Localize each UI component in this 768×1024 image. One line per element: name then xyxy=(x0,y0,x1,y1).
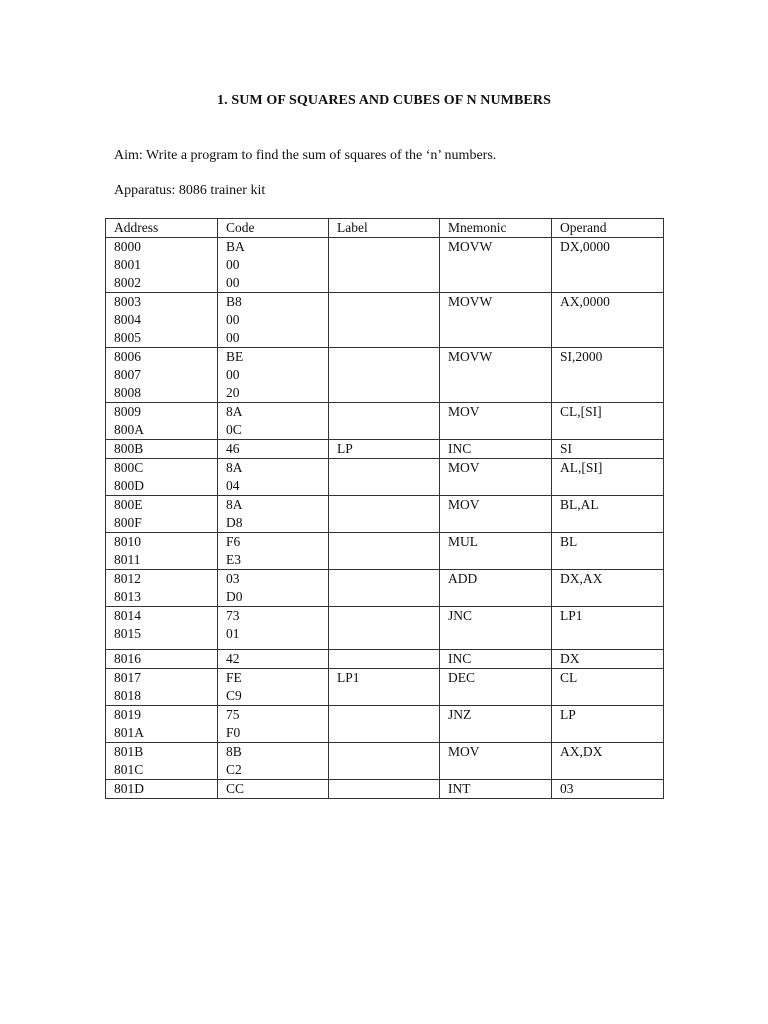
address-value: 800E xyxy=(114,497,143,512)
table-row xyxy=(106,293,664,348)
address-value: 800C xyxy=(114,460,144,475)
label-value xyxy=(337,293,439,311)
operand-value: LP xyxy=(560,707,576,722)
table-row xyxy=(106,533,664,570)
operand-value: SI xyxy=(560,441,573,456)
operand-value: LP1 xyxy=(560,608,583,623)
operand-cell xyxy=(552,743,664,780)
code-value: 00 xyxy=(226,257,240,272)
program-table xyxy=(105,218,664,799)
code-value: 8A xyxy=(226,460,243,475)
table-row xyxy=(106,669,664,706)
code-value: B8 xyxy=(226,294,242,309)
operand-value: CL xyxy=(560,670,578,685)
code-value: 0C xyxy=(226,422,242,437)
mnemonic-cell xyxy=(440,650,552,669)
code-value: 20 xyxy=(226,385,240,400)
code-cell xyxy=(218,440,329,459)
mnemonic-value: MOV xyxy=(448,497,480,512)
operand-cell xyxy=(552,706,664,743)
table-row xyxy=(106,743,664,780)
address-value: 8013 xyxy=(114,589,141,604)
table-row xyxy=(106,440,664,459)
label-value xyxy=(337,238,439,256)
operand-cell xyxy=(552,496,664,533)
address-cell xyxy=(106,440,218,459)
operand-value: BL xyxy=(560,534,578,549)
operand-cell xyxy=(552,459,664,496)
code-cell xyxy=(218,650,329,669)
code-value: D0 xyxy=(226,589,243,604)
aim-text: Aim: Write a program to find the sum of squares of the ‘n’ numbers. xyxy=(114,148,497,163)
mnemonic-value: MUL xyxy=(448,534,478,549)
operand-cell xyxy=(552,293,664,348)
mnemonic-cell xyxy=(440,570,552,607)
mnemonic-value: INC xyxy=(448,441,472,456)
code-value: C2 xyxy=(226,762,242,777)
code-value: BE xyxy=(226,349,244,364)
code-value: 00 xyxy=(226,275,240,290)
mnemonic-value: INT xyxy=(448,781,471,796)
label-cell xyxy=(329,743,440,780)
mnemonic-value: MOVW xyxy=(448,294,493,309)
operand-value: DX,0000 xyxy=(560,239,610,254)
mnemonic-value: MOV xyxy=(448,460,480,475)
code-value: BA xyxy=(226,239,245,254)
address-value: 800F xyxy=(114,515,142,530)
label-cell xyxy=(329,459,440,496)
code-value: E3 xyxy=(226,552,241,567)
table-row xyxy=(106,459,664,496)
label-cell xyxy=(329,403,440,440)
mnemonic-value: DEC xyxy=(448,670,475,685)
address-value: 801D xyxy=(114,781,144,796)
code-value: F6 xyxy=(226,534,241,549)
label-cell xyxy=(329,496,440,533)
code-value: FE xyxy=(226,670,242,685)
label-value xyxy=(337,348,439,366)
mnemonic-cell xyxy=(440,403,552,440)
label-cell xyxy=(329,650,440,669)
code-value: D8 xyxy=(226,515,243,530)
table-body xyxy=(106,238,664,799)
code-cell xyxy=(218,706,329,743)
address-value: 8011 xyxy=(114,552,141,567)
header-address: Address xyxy=(106,219,218,238)
address-cell xyxy=(106,533,218,570)
code-cell xyxy=(218,743,329,780)
operand-cell xyxy=(552,533,664,570)
label-value xyxy=(337,780,439,798)
operand-value: AL,[SI] xyxy=(560,460,603,475)
operand-cell xyxy=(552,348,664,403)
header-mnemonic: Mnemonic xyxy=(440,219,552,238)
label-cell xyxy=(329,570,440,607)
code-value: 75 xyxy=(226,707,240,722)
code-cell xyxy=(218,607,329,650)
address-value: 8003 xyxy=(114,294,141,309)
address-value: 8015 xyxy=(114,626,141,641)
address-value: 801A xyxy=(114,725,144,740)
code-cell xyxy=(218,459,329,496)
code-value: 8A xyxy=(226,497,243,512)
label-value xyxy=(337,607,439,625)
code-value: 03 xyxy=(226,571,240,586)
table-row xyxy=(106,607,664,650)
code-cell xyxy=(218,348,329,403)
code-value: CC xyxy=(226,781,245,796)
label-value xyxy=(337,650,439,668)
code-cell xyxy=(218,496,329,533)
address-cell xyxy=(106,459,218,496)
operand-cell xyxy=(552,570,664,607)
code-cell xyxy=(218,780,329,799)
address-value: 8010 xyxy=(114,534,141,549)
operand-cell xyxy=(552,669,664,706)
mnemonic-cell xyxy=(440,459,552,496)
operand-value: BL,AL xyxy=(560,497,599,512)
code-cell xyxy=(218,533,329,570)
header-operand: Operand xyxy=(552,219,664,238)
address-cell xyxy=(106,706,218,743)
table-row xyxy=(106,403,664,440)
code-value: 8B xyxy=(226,744,242,759)
address-value: 800B xyxy=(114,441,144,456)
mnemonic-cell xyxy=(440,607,552,650)
code-cell xyxy=(218,570,329,607)
label-cell xyxy=(329,780,440,799)
address-value: 8005 xyxy=(114,330,141,345)
address-cell xyxy=(106,496,218,533)
table-row xyxy=(106,348,664,403)
table-header-row xyxy=(106,219,664,238)
operand-value: SI,2000 xyxy=(560,349,603,364)
address-value: 8002 xyxy=(114,275,141,290)
label-cell xyxy=(329,669,440,706)
address-value: 8000 xyxy=(114,239,141,254)
table-row xyxy=(106,780,664,799)
header-code: Code xyxy=(218,219,329,238)
address-cell xyxy=(106,650,218,669)
code-cell xyxy=(218,403,329,440)
address-cell xyxy=(106,403,218,440)
label-cell xyxy=(329,293,440,348)
address-value: 8004 xyxy=(114,312,141,327)
operand-value: AX,DX xyxy=(560,744,603,759)
table-row xyxy=(106,238,664,293)
operand-value: 03 xyxy=(560,781,574,796)
label-cell xyxy=(329,607,440,650)
mnemonic-cell xyxy=(440,440,552,459)
mnemonic-cell xyxy=(440,533,552,570)
label-value xyxy=(337,533,439,551)
address-cell xyxy=(106,669,218,706)
header-label: Label xyxy=(329,219,440,238)
address-value: 8014 xyxy=(114,608,141,623)
address-value: 801B xyxy=(114,744,144,759)
address-cell xyxy=(106,607,218,650)
code-value: 42 xyxy=(226,651,240,666)
mnemonic-value: MOVW xyxy=(448,239,493,254)
label-value xyxy=(337,403,439,421)
mnemonic-cell xyxy=(440,293,552,348)
mnemonic-value: MOV xyxy=(448,744,480,759)
label-value xyxy=(337,706,439,724)
label-value: LP xyxy=(337,441,353,456)
address-cell xyxy=(106,238,218,293)
table-row xyxy=(106,650,664,669)
address-value: 8006 xyxy=(114,349,141,364)
address-value: 8009 xyxy=(114,404,141,419)
label-value: LP1 xyxy=(337,670,360,685)
address-value: 801C xyxy=(114,762,144,777)
code-cell xyxy=(218,293,329,348)
address-value: 8016 xyxy=(114,651,141,666)
label-cell xyxy=(329,706,440,743)
table-row xyxy=(106,496,664,533)
code-value: 73 xyxy=(226,608,240,623)
code-value: 04 xyxy=(226,478,240,493)
code-value: 00 xyxy=(226,312,240,327)
mnemonic-cell xyxy=(440,706,552,743)
table-row xyxy=(106,706,664,743)
mnemonic-value: ADD xyxy=(448,571,478,586)
address-cell xyxy=(106,780,218,799)
label-cell xyxy=(329,348,440,403)
mnemonic-cell xyxy=(440,238,552,293)
mnemonic-cell xyxy=(440,743,552,780)
address-value: 8018 xyxy=(114,688,141,703)
address-cell xyxy=(106,293,218,348)
code-value: 00 xyxy=(226,330,240,345)
code-value: 01 xyxy=(226,626,240,641)
address-value: 800A xyxy=(114,422,144,437)
operand-cell xyxy=(552,607,664,650)
mnemonic-cell xyxy=(440,348,552,403)
code-value: F0 xyxy=(226,725,241,740)
address-value: 8007 xyxy=(114,367,141,382)
address-value: 8001 xyxy=(114,257,141,272)
mnemonic-cell xyxy=(440,669,552,706)
label-cell xyxy=(329,238,440,293)
code-value: 8A xyxy=(226,404,243,419)
mnemonic-cell xyxy=(440,496,552,533)
label-value xyxy=(337,496,439,514)
mnemonic-value: JNZ xyxy=(448,707,472,722)
mnemonic-value: MOV xyxy=(448,404,480,419)
label-cell xyxy=(329,440,440,459)
code-value: 46 xyxy=(226,441,240,456)
label-cell xyxy=(329,533,440,570)
operand-cell xyxy=(552,650,664,669)
mnemonic-cell xyxy=(440,780,552,799)
label-value xyxy=(337,743,439,761)
address-cell xyxy=(106,743,218,780)
code-cell xyxy=(218,238,329,293)
table-row xyxy=(106,570,664,607)
address-value: 8008 xyxy=(114,385,141,400)
code-value: 00 xyxy=(226,367,240,382)
address-value: 8012 xyxy=(114,571,141,586)
operand-cell xyxy=(552,238,664,293)
label-value xyxy=(337,570,439,588)
address-value: 8019 xyxy=(114,707,141,722)
label-value xyxy=(337,459,439,477)
operand-value: CL,[SI] xyxy=(560,404,602,419)
mnemonic-value: INC xyxy=(448,651,472,666)
address-value: 800D xyxy=(114,478,144,493)
operand-cell xyxy=(552,780,664,799)
mnemonic-value: JNC xyxy=(448,608,473,623)
address-cell xyxy=(106,348,218,403)
page-title: 1. SUM OF SQUARES AND CUBES OF N NUMBERS xyxy=(217,93,551,108)
mnemonic-value: MOVW xyxy=(448,349,493,364)
apparatus-text: Apparatus: 8086 trainer kit xyxy=(114,183,266,198)
address-value: 8017 xyxy=(114,670,141,685)
code-cell xyxy=(218,669,329,706)
operand-cell xyxy=(552,403,664,440)
operand-cell xyxy=(552,440,664,459)
code-value: C9 xyxy=(226,688,242,703)
operand-value: AX,0000 xyxy=(560,294,610,309)
address-cell xyxy=(106,570,218,607)
operand-value: DX xyxy=(560,651,580,666)
operand-value: DX,AX xyxy=(560,571,603,586)
